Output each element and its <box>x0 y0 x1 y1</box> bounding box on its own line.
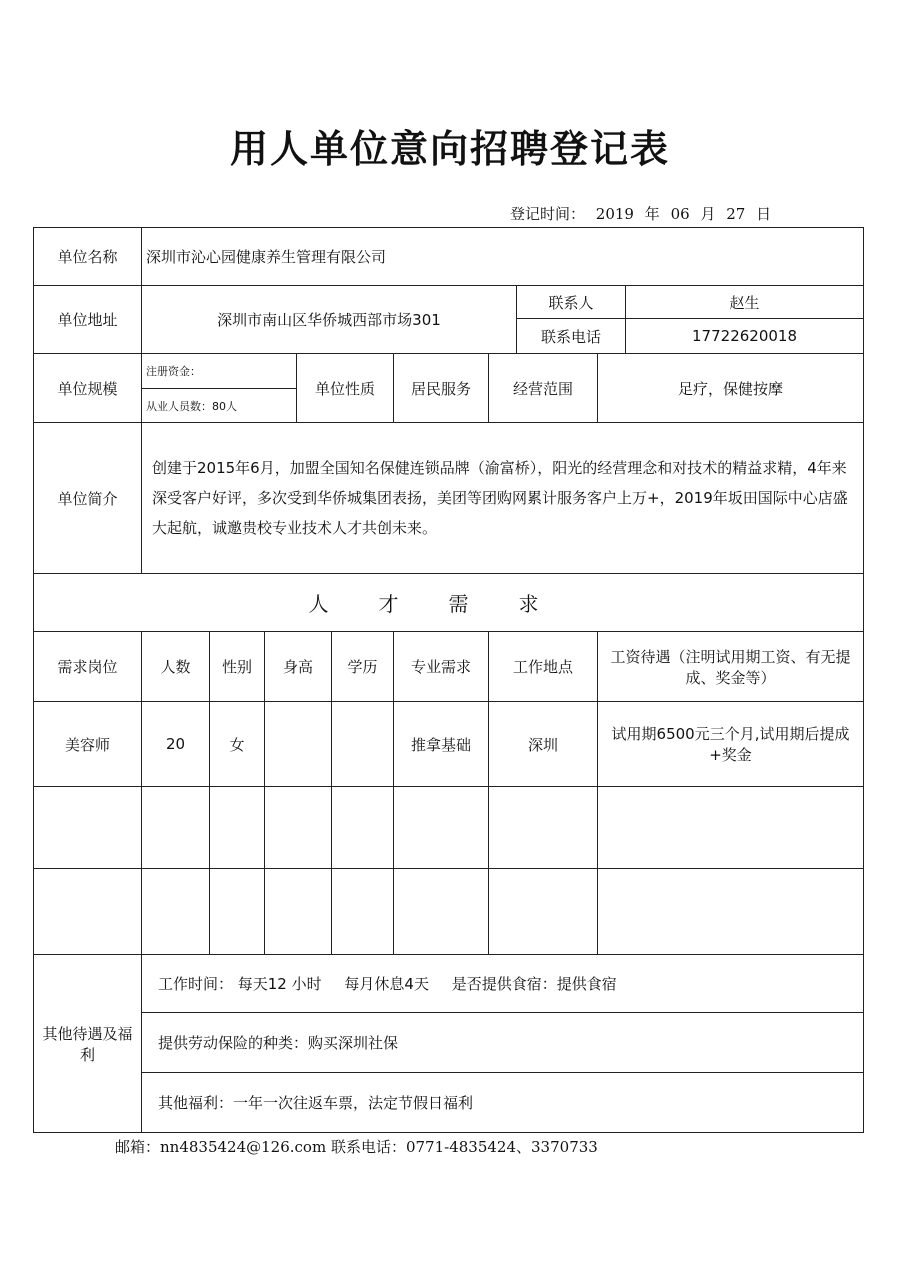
company-name: 深圳市沁心园健康养生管理有限公司 <box>142 228 864 286</box>
row3-major <box>394 869 489 955</box>
header-salary: 工资待遇（注明试用期工资、有无提成、奖金等） <box>598 632 864 702</box>
company-nature: 居民服务 <box>394 354 489 423</box>
header-count: 人数 <box>142 632 210 702</box>
row3-gender <box>210 869 265 955</box>
row1-major: 推拿基础 <box>394 702 489 787</box>
header-position: 需求岗位 <box>34 632 142 702</box>
work-time: 工作时间： 每天12 小时 <box>158 975 322 993</box>
row1-education <box>332 702 394 787</box>
row2-major <box>394 787 489 869</box>
header-location: 工作地点 <box>489 632 598 702</box>
contact-label: 联系人 <box>517 286 626 319</box>
insurance-type: 提供劳动保险的种类：购买深圳社保 <box>142 1013 864 1073</box>
company-address: 深圳市南山区华侨城西部市场301 <box>142 286 517 354</box>
company-name-label: 单位名称 <box>34 228 142 286</box>
intro-label: 单位简介 <box>34 423 142 574</box>
scale-label: 单位规模 <box>34 354 142 423</box>
row3-count <box>142 869 210 955</box>
header-gender: 性别 <box>210 632 265 702</box>
board-lodging: 是否提供食宿：提供食宿 <box>451 975 617 993</box>
row2-position <box>34 787 142 869</box>
contact-name: 赵生 <box>626 286 864 319</box>
nature-label: 单位性质 <box>297 354 394 423</box>
scope-label: 经营范围 <box>489 354 598 423</box>
page-title: 用人单位意向招聘登记表 <box>229 126 670 171</box>
header-major: 专业需求 <box>394 632 489 702</box>
row3-education <box>332 869 394 955</box>
registration-month-unit: 月 <box>700 205 716 223</box>
registration-day: 27 <box>726 205 746 223</box>
row1-height <box>265 702 332 787</box>
row1-position: 美容师 <box>34 702 142 787</box>
row3-location <box>489 869 598 955</box>
staff-count: 从业人员数：80人 <box>142 389 297 423</box>
footer-phone: 联系电话：0771-4835424、3370733 <box>330 1138 598 1156</box>
work-conditions <box>142 955 864 1013</box>
footer-email: 邮箱：nn4835424@126.com <box>115 1138 327 1156</box>
row2-count <box>142 787 210 869</box>
registration-year: 2019 <box>595 205 634 223</box>
other-benefits: 其他福利：一年一次往返车票，法定节假日福利 <box>142 1073 864 1133</box>
benefits-label: 其他待遇及福利 <box>34 955 142 1133</box>
row3-height <box>265 869 332 955</box>
registration-date <box>510 203 777 224</box>
phone-label: 联系电话 <box>517 319 626 354</box>
registration-month: 06 <box>670 205 690 223</box>
talent-heading: 人才需求 <box>34 574 864 632</box>
registration-day-unit: 日 <box>756 205 772 223</box>
contact-phone: 17722620018 <box>626 319 864 354</box>
company-intro: 创建于2015年6月，加盟全国知名保健连锁品牌（渝富桥），阳光的经营理念和对技术的精益求精，4年来深受客户好评，多次受到华侨城集团表扬，美团等团购网累计服务客户上万+，2019年坂田国际中心店盛大起航，诚邀贵校专业技术人才共创未来。 <box>142 423 864 574</box>
header-height: 身高 <box>265 632 332 702</box>
header-education: 学历 <box>332 632 394 702</box>
row3-salary <box>598 869 864 955</box>
row1-gender: 女 <box>210 702 265 787</box>
row2-education <box>332 787 394 869</box>
row2-location <box>489 787 598 869</box>
row2-salary <box>598 787 864 869</box>
registration-year-unit: 年 <box>644 205 660 223</box>
row3-position <box>34 869 142 955</box>
row2-height <box>265 787 332 869</box>
registration-form <box>33 227 864 1133</box>
rest-days: 每月休息4天 <box>344 975 429 993</box>
row1-count: 20 <box>142 702 210 787</box>
footer-contact <box>115 1136 598 1157</box>
row1-salary: 试用期6500元三个月,试用期后提成+奖金 <box>598 702 864 787</box>
row1-location: 深圳 <box>489 702 598 787</box>
registration-label: 登记时间： <box>510 205 586 223</box>
company-address-label: 单位地址 <box>34 286 142 354</box>
row2-gender <box>210 787 265 869</box>
business-scope: 足疗，保健按摩 <box>598 354 864 423</box>
registered-capital: 注册资金： <box>142 354 297 389</box>
